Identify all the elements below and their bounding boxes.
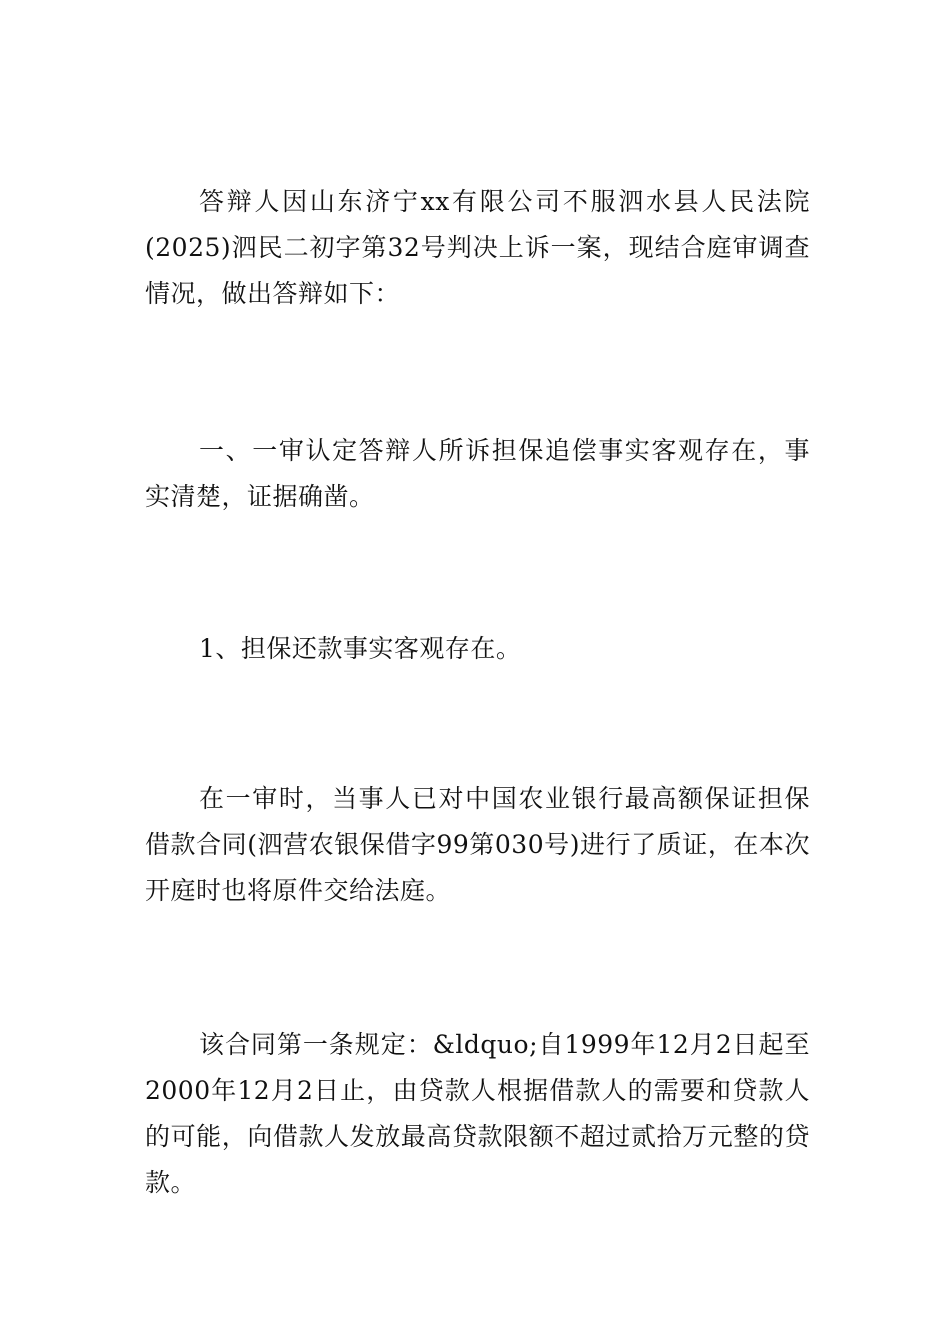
paragraph-section-one-heading: 一、一审认定答辩人所诉担保追偿事实客观存在，事实清楚，证据确凿。 [145,436,810,511]
paragraph-intro: 答辩人因山东济宁xx有限公司不服泗水县人民法院(2025)泗民二初字第32号判决上诉一案，现结合庭审调查情况，做出答辩如下： [145,187,810,308]
paragraph-first-trial-evidence: 在一审时，当事人已对中国农业银行最高额保证担保借款合同(泗营农银保借字99第030号)进行了质证，在本次开庭时也将原件交给法庭。 [145,784,810,905]
paragraph-contract-clause: 该合同第一条规定：&ldquo;自1999年12月2日起至2000年12月2日止，由贷款人根据借款人的需要和贷款人的可能，向借款人发放最高贷款限额不超过贰拾万元整的贷款。 [145,1030,810,1197]
paragraph-subsection-one-heading: 1、担保还款事实客观存在。 [199,634,522,663]
